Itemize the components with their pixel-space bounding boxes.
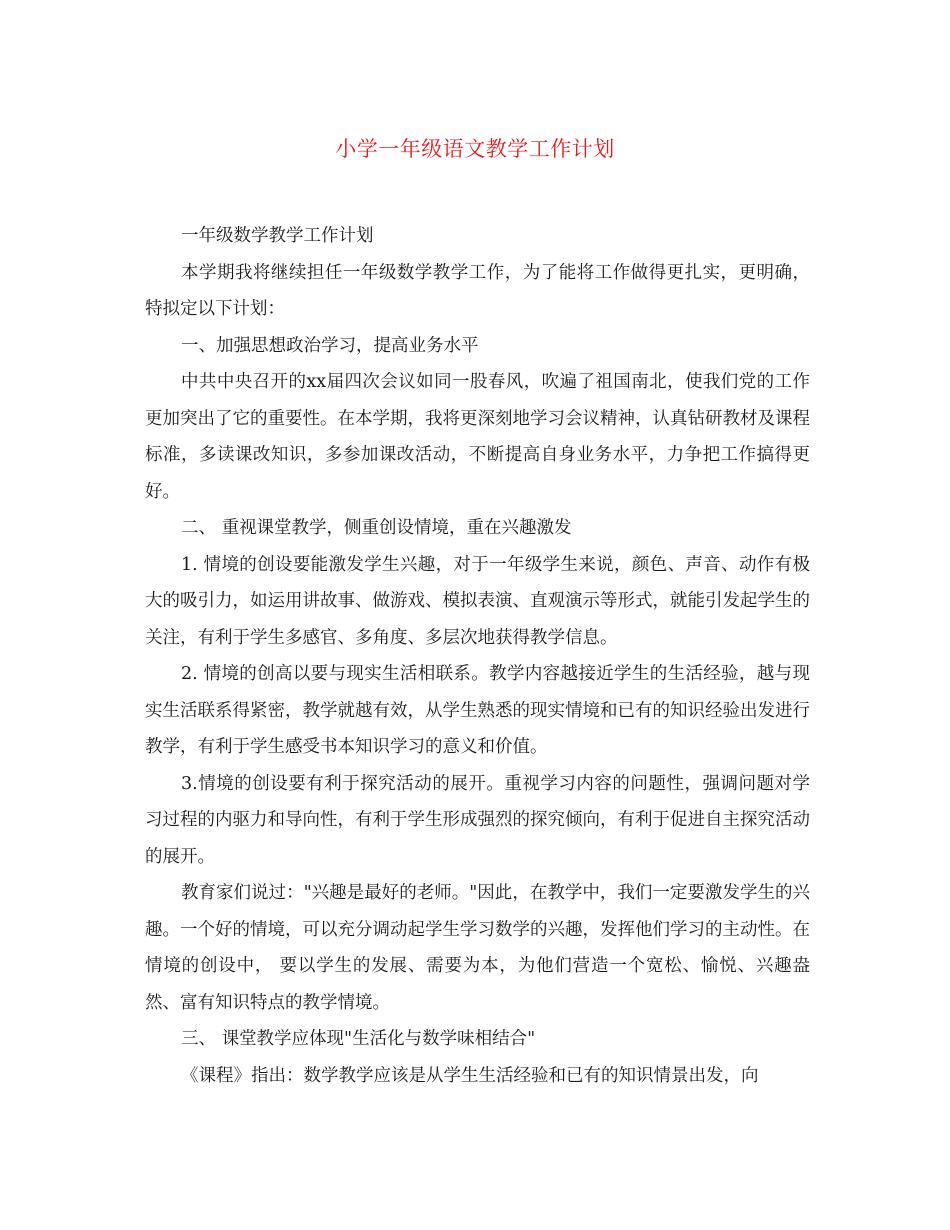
paragraph-heading: 一年级数学教学工作计划	[181, 226, 374, 246]
paragraph-item-3: 3.情境的创设要有利于探究活动的展开。重视学习内容的问题性，强调问题对学习过程的内驱力和导向性，有利于学生形成强烈的探究倾向，有利于促进自主探究活动的展开。	[145, 773, 810, 867]
section-heading-1: 一、加强思想政治学习，提高业务水平	[181, 335, 479, 356]
paragraph-intro: 本学期我将继续担任一年级数学教学工作，为了能将工作做得更扎实，更明确，特拟定以下计划：	[145, 262, 810, 319]
paragraph: 《课程》指出：数学教学应该是从学生生活经验和已有的知识情景出发，向	[181, 1065, 759, 1086]
paragraph: 教育家们说过："兴趣是最好的老师。"因此，在教学中，我们一定要激发学生的兴趣。一个好的情境，可以充分调动起学生学习数学的兴趣，发挥他们学习的主动性。在情境的创设中， 要以学生的发展、需要为本，为他们营造一个宽松、愉悦、兴趣盎然、富有知识特点的教学情境。	[145, 883, 810, 1013]
section-heading-2: 二、 重视课堂教学，侧重创设情境，重在兴趣激发	[181, 518, 572, 538]
section-heading-3: 三、 课堂教学应体现"生活化与数学味相结合"	[181, 1029, 536, 1049]
paragraph: 中共中央召开的xx届四次会议如同一股春风，吹遍了祖国南北，使我们党的工作更加突出了它的重要性。在本学期，我将更深刻地学习会议精神，认真钻研教材及课程标准，多读课改知识，多参加课改活动，不断提高自身业务水平，力争把工作搞得更好。	[145, 372, 810, 502]
document-body	[145, 218, 810, 1094]
paragraph-item-1: 1. 情境的创设要能激发学生兴趣，对于一年级学生来说，颜色、声音、动作有极大的吸引力，如运用讲故事、做游戏、模拟表演、直观演示等形式，就能引发起学生的关注，有利于学生多感官、多角度、多层次地获得教学信息。	[145, 554, 810, 648]
document-title: 小学一年级语文教学工作计划	[335, 137, 615, 161]
paragraph-item-2: 2. 情境的创高以要与现实生活相联系。教学内容越接近学生的生活经验，越与现实生活联系得紧密，教学就越有效，从学生熟悉的现实情境和已有的知识经验出发进行教学，有利于学生感受书本知识学习的意义和价值。	[145, 664, 810, 757]
